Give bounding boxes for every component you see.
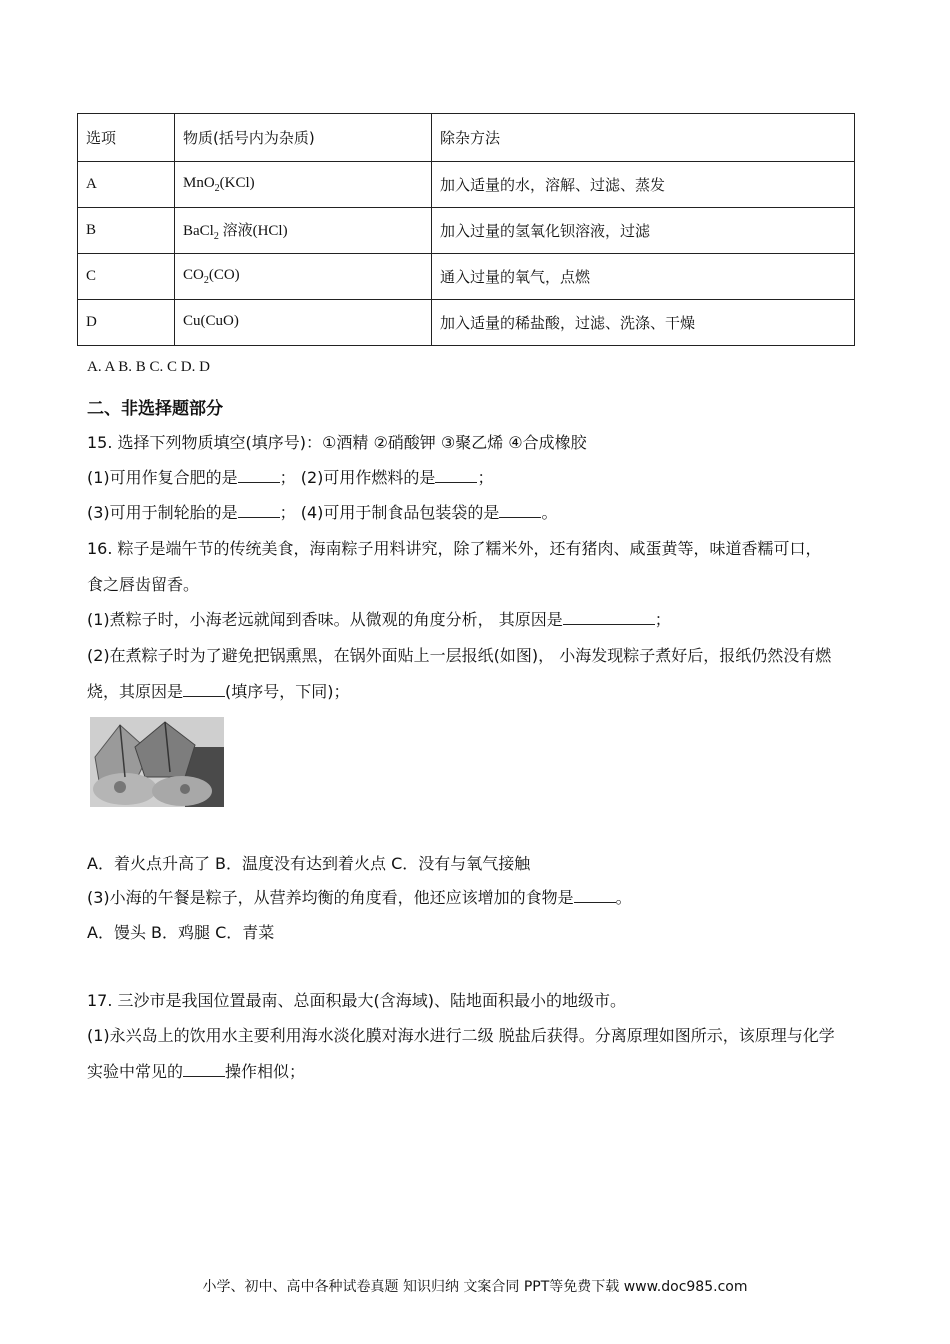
answer-blank (574, 888, 616, 903)
q17-stem: 17. 三沙市是我国位置最南、总面积最大(含海域)、陆地面积最小的地级市。 (87, 991, 627, 1010)
method-cell: 通入过量的氧气，点燃 (432, 254, 855, 300)
answer-blank (238, 468, 280, 483)
answer-blank (499, 503, 541, 518)
header-cell: 物质(括号内为杂质) (175, 114, 432, 162)
page-footer: 小学、初中、高中各种试卷真题 知识归纳 文案合同 PPT等免费下载 www.doc985.com (202, 1279, 748, 1295)
header-cell: 除杂方法 (432, 114, 855, 162)
table-row (78, 162, 855, 208)
q16-choices-2: A．馒头 B．鸡腿 C．青菜 (87, 923, 275, 942)
section-heading: 二、非选择题部分 (87, 399, 223, 419)
zongzi-illustration (90, 717, 224, 807)
q16-stem-2: 食之唇齿留香。 (87, 575, 200, 594)
answer-blank (238, 503, 280, 518)
answer-blank (183, 682, 225, 697)
option-cell: B (78, 208, 175, 254)
option-cell: C (78, 254, 175, 300)
q16-part-2-line-1: (2)在煮粽子时为了避免把锅熏黑，在锅外面贴上一层报纸(如图)， 小海发现粽子煮好后，报纸仍然没有燃 (87, 646, 832, 665)
zongzi-photo (90, 717, 224, 807)
answer-choices: A. A B. B C. C D. D (87, 359, 210, 375)
options-table (77, 113, 855, 346)
q16-part-2-line-2: 烧，其原因是 (填序号，下同)； (87, 682, 350, 701)
substance-cell: Cu(CuO) (175, 300, 432, 346)
answer-blank (435, 468, 477, 483)
method-cell: 加入过量的氢氧化钡溶液，过滤 (432, 208, 855, 254)
header-cell: 选项 (78, 114, 175, 162)
q16-part-3: (3)小海的午餐是粽子，从营养均衡的角度看，他还应该增加的食物是 。 (87, 888, 632, 907)
table-row (78, 254, 855, 300)
table-row (78, 208, 855, 254)
answer-blank (183, 1062, 225, 1077)
option-cell: A (78, 162, 175, 208)
q16-choices-1: A．着火点升高了 B．温度没有达到着火点 C．没有与氧气接触 (87, 854, 531, 873)
q16-part-1: (1)煮粽子时，小海老远就闻到香味。从微观的角度分析， 其原因是 ； (87, 610, 671, 629)
q16-stem-1: 16. 粽子是端午节的传统美食，海南粽子用料讲究，除了糯米外，还有猪肉、咸蛋黄等，味道香糯可口， (87, 539, 822, 558)
q17-part-1-line-2: 实验中常见的 操作相似； (87, 1062, 306, 1081)
q15-stem: 15. 选择下列物质填空(填序号)：①酒精 ②硝酸钾 ③聚乙烯 ④合成橡胶 (87, 433, 587, 452)
substance-cell: MnO$_2$(KCl) (175, 162, 432, 208)
substance-cell: BaCl$_2$ 溶液(HCl) (175, 208, 432, 254)
answer-blank (563, 610, 655, 625)
method-cell: 加入适量的稀盐酸，过滤、洗涤、干燥 (432, 300, 855, 346)
option-cell: D (78, 300, 175, 346)
table-row (78, 300, 855, 346)
q15-line-1: (1)可用作复合肥的是 ； (2)可用作燃料的是 ； (87, 468, 494, 487)
table-header-row (78, 114, 855, 162)
q15-line-2: (3)可用于制轮胎的是 ； (4)可用于制食品包装袋的是 。 (87, 503, 558, 522)
substance-cell: $CO_2(CO)$ (175, 254, 432, 300)
method-cell: 加入适量的水，溶解、过滤、蒸发 (432, 162, 855, 208)
q17-part-1-line-1: (1)永兴岛上的饮用水主要利用海水淡化膜对海水进行二级 脱盐后获得。分离原理如图所示，该原理与化学 (87, 1026, 835, 1045)
